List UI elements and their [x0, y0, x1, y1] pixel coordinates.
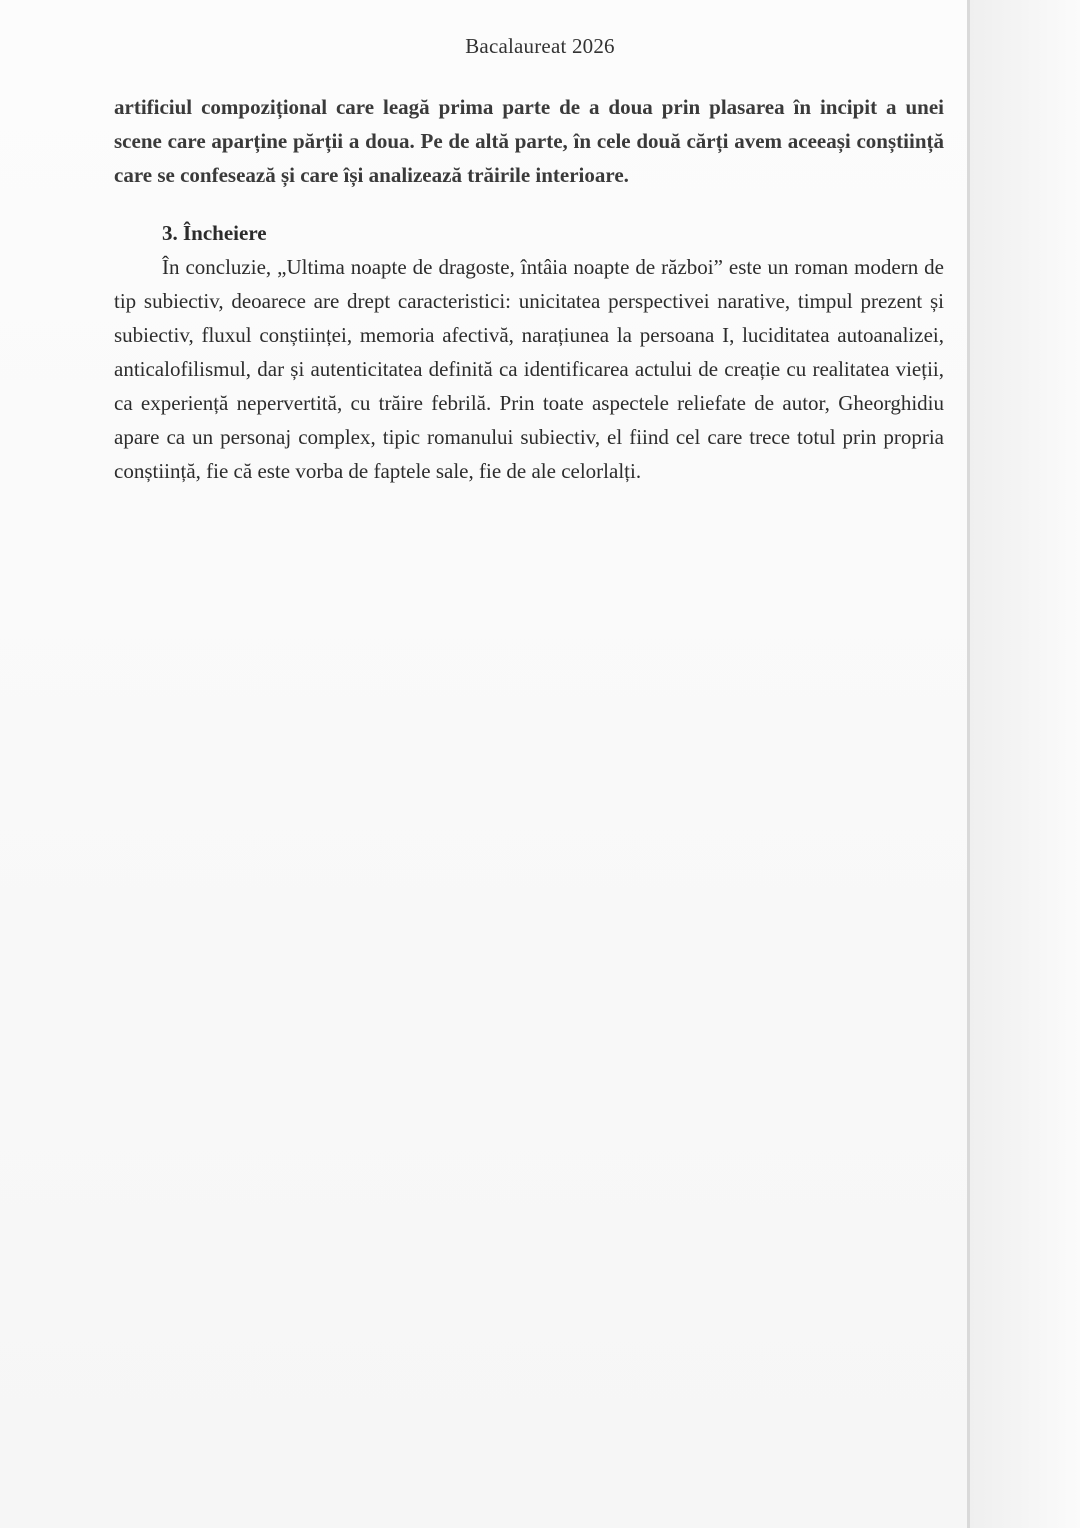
page-edge-shadow [970, 0, 1080, 1528]
conclusion-paragraph: În concluzie, „Ultima noapte de dragoste, întâia noapte de război” este un roman modern de tip subiectiv, deoarece are drept caracteristici: unicitatea perspectivei narative, timpul prezent și subiectiv, fluxul conștiinței, memoria afectivă, narațiunea la persoana I, luciditatea autoanalizei, anticalofilismul, dar și autenticitatea definită ca identificarea actului de creație cu realitatea vieții, ca experiență nepervertită, cu trăire febrilă. Prin toate aspectele reliefate de autor, Gheorghidiu apare ca un personaj complex, tipic romanului subiectiv, el fiind cel care trece totul prin propria conștiință, fie că este vorba de faptele sale, fie de ale celorlalți. [114, 255, 944, 483]
continued-paragraph: artificiul compozițional care leagă prima parte de a doua prin plasarea în incipit a unei scene care aparține părții a doua. Pe de altă parte, în cele două cărți avem aceeași conștiință care se confesează și care își analizează trăirile interioare. [114, 95, 944, 187]
page-edge-line [967, 0, 970, 1528]
running-header: Bacalaureat 2026 [465, 34, 615, 58]
page-content [114, 90, 944, 488]
section-heading-conclusion: 3. Încheiere [162, 221, 267, 245]
